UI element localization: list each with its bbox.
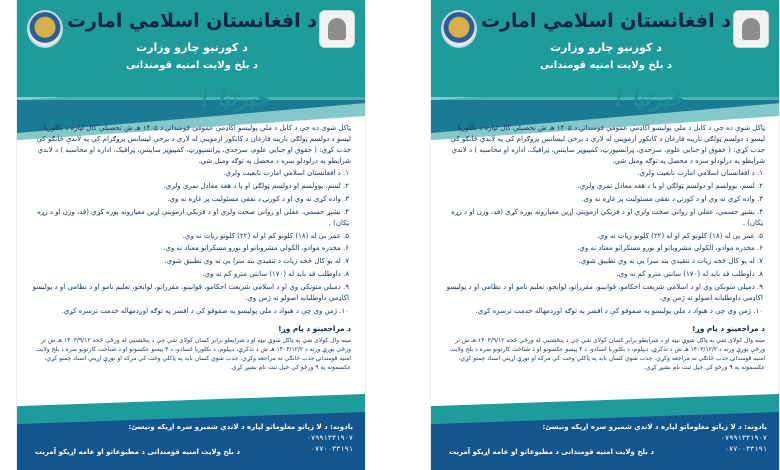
phone-number: ۰۷۷۰۰۳۳۱۹۱ xyxy=(310,445,353,454)
registration-text: مینه وال کولای شي په ټاکل شوې نیټه او د شرایطو برابر کسان کولای شي چې د پنځشنبې له ورځې څخه ۱۴۰۳/۹/۱۲ هـ ش تر ورځې پورې ورته د ۱۴۰۳/۱۲/۲ هـ ش د تذکرې، دیپلوم، د بکلوریا اسنادو، د ۴ پیسو عکسونو او د شناخت کارتونو سره د بلخ ولایت امنیه قومندانۍ جذب څانګې ته مراجعه وکړي. جذب شوي کسان باید په ټاکلي وخت کې مرکه او نورې اړینې اسناد چمتو کړي، عکسمونه په ۹ ورځو کې خپل ثبت نام بشپړ کړي. xyxy=(449,336,765,371)
notice-poster-left xyxy=(16,0,366,470)
condition-item: ۱۰. ژمن وي چې د هیواد د ملي پولیسو په صفوفو کې د افسر په توګه اوږدمهاله خدمت ترسره کړي. xyxy=(61,306,349,315)
ministry-name: د کورنیو چارو وزارت xyxy=(136,41,248,54)
notice-body xyxy=(31,123,351,374)
registration-heading: د مراجعینو د پام وړ! xyxy=(692,323,765,333)
condition-item: ۳. واده کړی نه وي او د کورنۍ د نفقې مسئولیت پر غاړه نه وي. xyxy=(167,195,349,204)
condition-item: ۱۰. ژمن وي چې د هیواد د ملي پولیسو په صفوفو کې د افسر په توګه اوږدمهاله خدمت ترسره کړي. xyxy=(475,306,763,315)
contact-label: یادونه: د لا زیاتو معلوماتو لپاره د لاندې شمیرو سره اړیکه ونیسئ: xyxy=(542,423,767,431)
condition-item: ۷. له یو کال څخه زیات د تنقیدي بند سزا یې نه وي تطبیق شوې. xyxy=(578,257,763,266)
condition-item: ۷. له یو کال څخه زیات د تنقیدي بند سزا یې نه وي تطبیق شوې. xyxy=(164,257,349,266)
phone-number: ۰۷۷۰۰۳۳۱۹۱ xyxy=(724,445,767,454)
contact-label: یادونه: د لا زیاتو معلوماتو لپاره د لاندې شمیرو سره اړیکه ونیسئ: xyxy=(128,423,353,431)
command-name: د بلخ ولایت امنیه قومندانی xyxy=(539,60,673,71)
condition-item: ۹. دمیلي متونکي وي او د اسلامي شریعت احکامو، قوانینو، مقرراتو، لوایحو، تعلیم نامو او د نظامي او د پولیسو اکاډمي داوطلبانه اصولو ته ژمن وي. xyxy=(446,282,763,302)
poster-footer xyxy=(17,410,366,470)
condition-item: ۱. د افغانستان اسلامي امارت تابعیت ولري. xyxy=(637,169,763,178)
phone-number: ۰۷۹۹۱۳۳۱۹۰۷ xyxy=(720,434,767,443)
notice-heading: خبرتیا ! xyxy=(613,86,683,112)
condition-item: ۳. واده کړی نه وي او د کورنۍ د نفقې مسئولیت پر غاړه نه وي. xyxy=(581,195,763,204)
condition-item: ۸. داوطلب قد باید له (۱۷۰) سانتي مترو کم نه وي. xyxy=(616,270,763,279)
ministry-name: د کورنیو چارو وزارت xyxy=(550,41,662,54)
poster-title: د افغانستان اسلامي امارت xyxy=(66,10,318,32)
notice-body xyxy=(445,123,765,374)
condition-item: ۴. بشپړ جسمي، عقلي او رواني صحت ولري او د فزیکي ازموینې اړین معیارونه پوره کړي (قد، وزن او د زړه ټکان) . xyxy=(37,207,349,227)
issuer-text: د بلخ ولایت امنیه قومندانی د مطبوعاتو او عامه اړیکو آمریت xyxy=(35,448,240,456)
command-name: د بلخ ولایت امنیه قومندانی xyxy=(125,60,259,71)
intro-paragraph: ټاکل شوې ده چې د کابل د ملي پولیسو اکاډمي عمومي قومندانۍ د ۱۴۰۵ هـ ش تحصیلي کال لپاره د بکلوریا لیسو د دولسم ټولګي نارینه فارغان د کانکور ازموینې له لارې د برخې لیسانس پروګرام کې په لاندې څانګو کې جذب کړي: ( حقوق او جنایي علوم، سرحدي، ټرانسپورټ، کمپیوټر ساینس، ټرافیک، اداره او محاسبه ) د لاندې شرایطو په درلودلو سره د محصل په توګه ومنل شي. xyxy=(450,124,765,165)
condition-item: ۶. مخدره موادو، الکولي مشروباتو او نورو مسکراتو معتاد نه وي. xyxy=(577,244,763,253)
condition-item: ۹. دمیلي متونکي وي او د اسلامي شریعت احکامو، قوانینو، مقرراتو، لوایحو، تعلیم نامو او د نظامي او د پولیسو اکاډمي داوطلبانه اصولو ته ژمن وي. xyxy=(32,282,349,302)
notice-heading: خبرتیا ! xyxy=(199,86,269,112)
poster-title: د افغانستان اسلامي امارت xyxy=(480,10,732,32)
condition-item: ۵. عمر یې له (۱۸) کلونو کم او له (۲۲) کلونو زیات نه وي. xyxy=(596,231,763,240)
condition-item: ۱. د افغانستان اسلامي امارت تابعیت ولري. xyxy=(223,169,349,178)
condition-item: ۲. لسم، یوولسم او دولسم ټولګي او یا د هغه معادل نمرې ولري. xyxy=(577,182,763,191)
registration-heading: د مراجعینو د پام وړ! xyxy=(278,323,351,333)
condition-item: ۸. داوطلب قد باید له (۱۷۰) سانتي مترو کم نه وي. xyxy=(202,270,349,279)
issuer-text: د بلخ ولایت امنیه قومندانی د مطبوعاتو او عامه اړیکو آمریت xyxy=(449,448,654,456)
condition-item: ۶. مخدره موادو، الکولي مشروباتو او نورو مسکراتو معتاد نه وي. xyxy=(163,244,349,253)
phone-number: ۰۷۹۹۱۳۳۱۹۰۷ xyxy=(306,434,353,443)
condition-item: ۵. عمر یې له (۱۸) کلونو کم او له (۲۲) کلونو زیات نه وي. xyxy=(182,231,349,240)
intro-paragraph: ټاکل شوې ده چې د کابل د ملي پولیسو اکاډمي عمومي قومندانۍ د ۱۴۰۵ هـ ش تحصیلي کال لپاره د بکلوریا لیسو د دولسم ټولګي نارینه فارغان د کانکور ازموینې له لارې د برخې لیسانس پروګرام کې په لاندې څانګو کې جذب کړي: ( حقوق او جنایي علوم، سرحدي، ټرانسپورټ، کمپیوټر ساینس، ټرافیک، اداره او محاسبه ) د لاندې شرایطو په درلودلو سره د محصل په توګه ومنل شي. xyxy=(36,124,351,165)
condition-item: ۴. بشپړ جسمي، عقلي او رواني صحت ولري او د فزیکي ازموینې اړین معیارونه پوره کړي (قد، وزن او د زړه ټکان) . xyxy=(451,207,763,227)
registration-text: مینه وال کولای شي په ټاکل شوې نیټه او د شرایطو برابر کسان کولای شي چې د پنځشنبې له ورځې څخه ۱۴۰۳/۹/۱۲ هـ ش تر ورځې پورې ورته د ۱۴۰۳/۱۲/۲ هـ ش د تذکرې، دیپلوم، د بکلوریا اسنادو، د ۴ پیسو عکسونو او د شناخت کارتونو سره د بلخ ولایت امنیه قومندانۍ جذب څانګې ته مراجعه وکړي. جذب شوي کسان باید په ټاکلي وخت کې مرکه او نورې اړینې اسناد چمتو کړي، عکسمونه په ۹ ورځو کې خپل ثبت نام بشپړ کړي. xyxy=(35,336,351,371)
poster-footer xyxy=(431,410,780,470)
condition-item: ۲. لسم، یوولسم او دولسم ټولګي او یا د هغه معادل نمرې ولري. xyxy=(163,182,349,191)
notice-poster-right xyxy=(430,0,780,470)
